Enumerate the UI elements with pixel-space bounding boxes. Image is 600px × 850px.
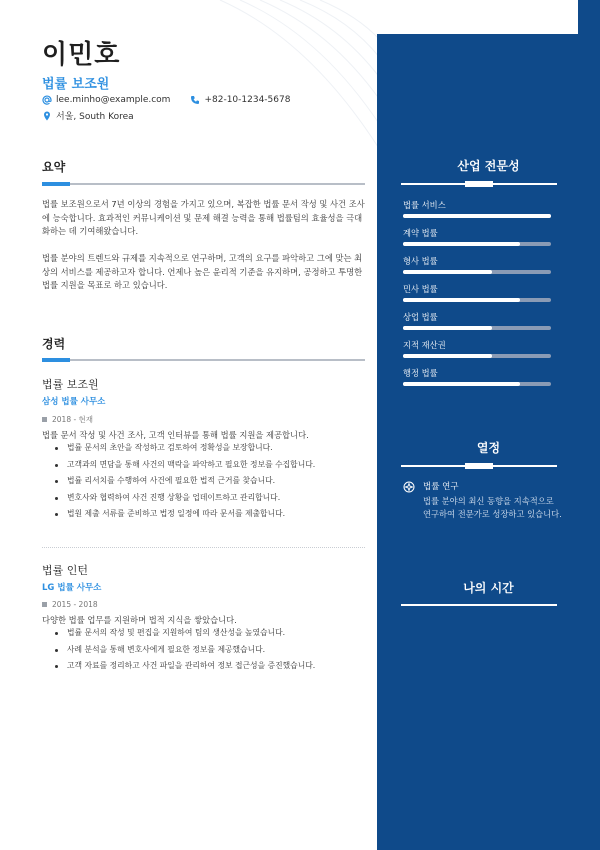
email-link[interactable]: lee.minho@example.com [56,95,171,105]
skill-label: 형사 법률 [403,256,438,266]
list-item: 사례 분석을 통해 변호사에게 필요한 정보를 제공했습니다. [55,642,365,659]
skill-item [403,227,553,246]
job-dates [42,600,98,609]
skill-bar [403,382,551,386]
job-company: LG 법률 사무소 [42,583,102,593]
candidate-title: 법률 보조원 [42,77,110,92]
experience-rule [42,359,365,361]
job-bullets [55,440,365,523]
job-description: 법률 문서 작성 및 사건 조사, 고객 인터뷰를 통해 법률 지원을 제공합니다. [42,430,309,440]
skill-label: 지적 재산권 [403,340,446,350]
job-description: 다양한 법률 업무를 지원하며 법적 지식을 쌓았습니다. [42,615,237,625]
list-item: 고객 자료를 정리하고 사건 파일을 관리하여 정보 접근성을 증진했습니다. [55,658,365,675]
skill-label: 행정 법률 [403,368,438,378]
phone-icon [190,95,200,105]
skill-item [403,339,553,358]
location-text: 서울, South Korea [56,112,134,122]
contact-row [42,95,290,105]
skill-bar [403,298,551,302]
skill-label: 상업 법률 [403,312,438,322]
skill-bar [403,214,551,218]
phone-group [190,95,290,105]
passion-title: 법률 연구 [423,482,459,492]
skill-item [403,255,553,274]
candidate-name: 이민호 [42,40,121,70]
skill-bar [403,242,551,246]
summary-paragraph-1: 법률 보조원으로서 7년 이상의 경험을 가지고 있으며, 복잡한 법률 문서 작성 및 사건 조사에 능숙합니다. 효과적인 커뮤니케이션 및 문제 해결 능력을 통해 법률팀의 효율성을 극대화하는 데 기여해왔습니다. [42,199,365,236]
job-dates [42,414,93,425]
job-divider [42,547,365,548]
skill-bar-fill [403,242,520,246]
passion-rule [401,465,557,467]
skill-bar-fill [403,270,492,274]
skill-label: 민사 법률 [403,284,438,294]
expertise-heading: 산업 전문성 [457,159,520,173]
skill-bar-fill [403,298,520,302]
skill-bar-fill [403,354,492,358]
skill-label: 법률 서비스 [403,200,446,210]
list-item: 법원 제출 서류를 준비하고 법정 일정에 따라 문서를 제출합니다. [55,506,365,523]
summary-heading: 요약 [42,160,66,174]
skill-item [403,311,553,330]
job-dates-text: 2015 - 2018 [52,600,98,609]
location-pin-icon [42,111,52,121]
skill-item [403,283,553,302]
skill-bar [403,270,551,274]
passion-item [403,480,563,520]
at-icon [42,95,52,105]
summary-rule [42,183,365,185]
skill-bar-fill [403,214,551,218]
passion-description: 법률 분야의 최신 동향을 지속적으로 연구하여 전문가로 성장하고 있습니다. [423,496,562,519]
list-item: 변호사와 협력하여 사건 진행 상황을 업데이트하고 관리합니다. [55,490,365,507]
skill-bar [403,326,551,330]
passion-heading: 열정 [476,441,501,455]
phone-number[interactable]: +82-10-1234-5678 [204,95,291,105]
skill-bar [403,354,551,358]
summary-paragraph-2: 법률 분야의 트렌드와 규제를 지속적으로 연구하며, 고객의 요구를 파악하고 그에 맞는 최상의 서비스를 제공하고자 합니다. 언제나 높은 윤리적 기준을 유지하며, 공정하고 투명한 법률 지원을 목표로 하고 있습니다. [42,253,363,290]
job-dates-text: 2018 - 현재 [52,415,94,424]
sidebar-top-notch [377,0,600,34]
skill-bar-fill [403,382,520,386]
sparkle-icon [403,481,415,493]
sidebar [377,0,600,850]
list-item: 법률 문서의 작성 및 편집을 지원하여 팀의 생산성을 높였습니다. [55,625,365,642]
location-row [42,109,134,122]
mytime-rule [401,604,557,606]
job-role: 법률 인턴 [42,564,89,577]
job-bullets [55,625,365,675]
mytime-heading: 나의 시간 [463,581,514,595]
passion-text [423,480,563,520]
experience-heading: 경력 [42,337,66,351]
skill-bar-fill [403,326,492,330]
list-item: 고객과의 면담을 통해 사건의 맥락을 파악하고 필요한 정보를 수집합니다. [55,457,365,474]
skill-item [403,199,553,218]
job-company: 삼성 법률 사무소 [42,397,106,407]
list-item: 법률 리서치를 수행하여 사건에 필요한 법적 근거를 찾습니다. [55,473,365,490]
skill-label: 계약 법률 [403,228,438,238]
job-role: 법률 보조원 [42,378,99,391]
skill-item [403,367,553,386]
list-item: 법률 문서의 초안을 작성하고 검토하여 정확성을 보장합니다. [55,440,365,457]
expertise-rule [401,183,557,185]
